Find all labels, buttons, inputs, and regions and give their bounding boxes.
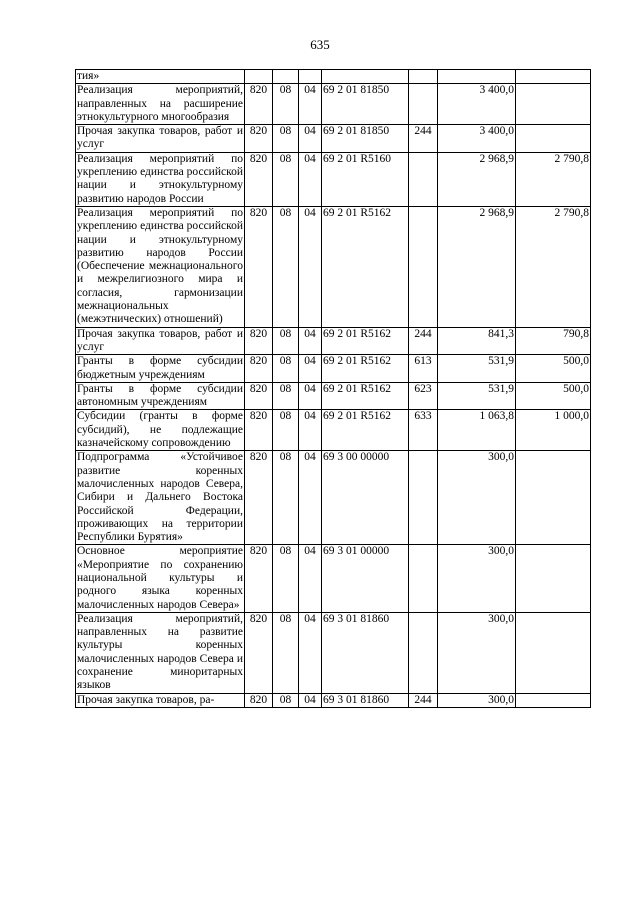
expense-type-cell [409,545,438,612]
federal-amount-cell [516,125,591,153]
subsection-code-cell: 04 [299,693,322,707]
grbs-code-cell: 820 [245,84,273,125]
row-name-cell: Прочая закупка товаров, работ и услуг [77,327,243,353]
row-name-cell: Прочая закупка товаров, ра- [76,693,245,707]
section-code-cell: 08 [273,355,299,383]
section-code-cell: 08 [273,382,299,410]
row-name-cell: Прочая закупка товаров, работ и услуг [77,125,243,151]
row-name-cell: Гранты в форме субсидии бюджетным учреждениям [77,355,243,381]
expense-type-cell: 623 [409,382,438,410]
section-code-cell: 08 [273,206,299,327]
row-name-cell: тия» [76,70,245,84]
amount-cell: 841,3 [438,327,516,355]
amount-cell: 2 968,9 [438,206,516,327]
table-row [76,451,591,545]
expense-type-cell [409,152,438,206]
subsection-code-cell: 04 [299,327,322,355]
target-article-cell: 69 3 01 81860 [322,612,409,693]
section-code-cell: 08 [273,125,299,153]
target-article-cell: 69 2 01 81850 [322,84,409,125]
expense-type-cell: 613 [409,355,438,383]
target-article-cell: 69 3 01 00000 [322,545,409,612]
target-article-cell: 69 3 01 81860 [322,693,409,707]
section-code-cell: 08 [273,545,299,612]
table-row [76,382,591,410]
amount-cell: 300,0 [438,451,516,545]
target-article-cell: 69 2 01 R5162 [322,206,409,327]
amount-cell: 3 400,0 [438,125,516,153]
amount-cell: 531,9 [438,355,516,383]
row-name-cell: Субсидии (гранты в форме субсидий), не подлежащие казначейскому сопровождению [77,410,243,450]
grbs-code-cell: 820 [245,327,273,355]
section-code-cell: 08 [273,451,299,545]
subsection-code-cell: 04 [299,451,322,545]
federal-amount-cell: 2 790,8 [516,152,591,206]
row-name-cell: Основное мероприятие «Мероприятие по сохранению национальной культуры и родного языка коренных малочисленных народов Севера» [77,545,243,611]
grbs-code-cell: 820 [245,152,273,206]
federal-amount-cell [516,693,591,707]
federal-amount-cell: 790,8 [516,327,591,355]
table-row [76,84,591,125]
federal-amount-cell: 500,0 [516,382,591,410]
grbs-code-cell: 820 [245,693,273,707]
grbs-code-cell: 820 [245,355,273,383]
subsection-code-cell: 04 [299,612,322,693]
table-row [76,693,591,707]
grbs-code-cell: 820 [245,545,273,612]
section-code-cell: 08 [273,693,299,707]
subsection-code-cell: 04 [299,355,322,383]
expense-type-cell: 244 [409,327,438,355]
row-name-cell: Подпрограмма «Устойчивое развитие коренных малочисленных народов Севера, Сибири и Дальнего Востока Российской Федерации, проживающих на территории Республики Бурятия» [77,451,243,544]
subsection-code-cell: 04 [299,152,322,206]
subsection-code-cell: 04 [299,410,322,451]
row-name-cell: Реализация мероприятий, направленных на расширение этнокультурного многообразия [77,84,243,123]
federal-amount-cell: 2 790,8 [516,206,591,327]
target-article-cell: 69 2 01 R5162 [322,382,409,410]
expense-type-cell [409,206,438,327]
table-row [76,410,591,451]
amount-cell: 531,9 [438,382,516,410]
table-row [76,152,591,206]
target-article-cell: 69 2 01 R5162 [322,327,409,355]
subsection-code-cell: 04 [299,206,322,327]
section-code-cell: 08 [273,612,299,693]
amount-cell [438,70,516,84]
section-code-cell: 08 [273,84,299,125]
expense-type-cell [409,612,438,693]
federal-amount-cell [516,451,591,545]
table-row [76,327,591,355]
table-row [76,545,591,612]
subsection-code-cell: 04 [299,125,322,153]
target-article-cell: 69 3 00 00000 [322,451,409,545]
target-article-cell [322,70,409,84]
table-row [76,355,591,383]
row-name-cell: Гранты в форме субсидии автономным учреждениям [77,382,243,409]
expense-type-cell [409,451,438,545]
federal-amount-cell [516,545,591,612]
table-row [76,70,591,84]
budget-table [75,69,591,708]
amount-cell: 2 968,9 [438,152,516,206]
federal-amount-cell [516,70,591,84]
grbs-code-cell: 820 [245,125,273,153]
amount-cell: 300,0 [438,545,516,612]
subsection-code-cell [299,70,322,84]
section-code-cell: 08 [273,327,299,355]
row-name-cell: Реализация мероприятий по укреплению единства российской нации и этнокультурному развитию народов России [77,152,243,205]
subsection-code-cell: 04 [299,84,322,125]
amount-cell: 3 400,0 [438,84,516,125]
subsection-code-cell: 04 [299,545,322,612]
federal-amount-cell [516,84,591,125]
grbs-code-cell: 820 [245,206,273,327]
subsection-code-cell: 04 [299,382,322,410]
federal-amount-cell [516,612,591,693]
section-code-cell: 08 [273,410,299,451]
budget-table-body [76,70,591,708]
expense-type-cell: 244 [409,125,438,153]
row-name-cell: Реализация мероприятий по укреплению единства российской нации и этнокультурному развитию народов России (Обеспечение межнационального и межрелигиозного мира и согласия, гармонизации межнациональных (межэтнических) отношений) [77,206,243,326]
target-article-cell: 69 2 01 R5160 [322,152,409,206]
grbs-code-cell: 820 [245,612,273,693]
amount-cell: 1 063,8 [438,410,516,451]
page-number: 635 [310,37,330,52]
grbs-code-cell: 820 [245,382,273,410]
table-row [76,612,591,693]
target-article-cell: 69 2 01 R5162 [322,410,409,451]
amount-cell: 300,0 [438,693,516,707]
federal-amount-cell: 1 000,0 [516,410,591,451]
grbs-code-cell [245,70,273,84]
expense-type-cell [409,84,438,125]
grbs-code-cell: 820 [245,410,273,451]
table-row [76,125,591,153]
target-article-cell: 69 2 01 81850 [322,125,409,153]
expense-type-cell [409,70,438,84]
federal-amount-cell: 500,0 [516,355,591,383]
table-row [76,206,591,327]
section-code-cell [273,70,299,84]
row-name-cell: Реализация мероприятий, направленных на развитие культуры коренных малочисленных народов Севера и сохранение миноритарных языков [77,612,243,692]
grbs-code-cell: 820 [245,451,273,545]
section-code-cell: 08 [273,152,299,206]
expense-type-cell: 633 [409,410,438,451]
amount-cell: 300,0 [438,612,516,693]
target-article-cell: 69 2 01 R5162 [322,355,409,383]
expense-type-cell: 244 [409,693,438,707]
